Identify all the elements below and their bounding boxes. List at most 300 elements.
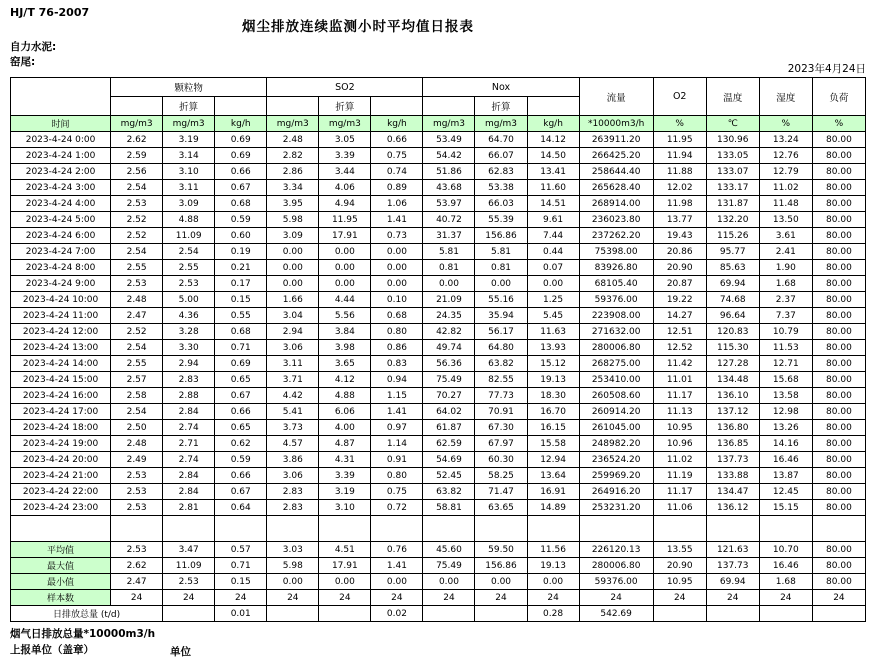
value-cell: 69.94 [706, 276, 759, 292]
value-cell: 24 [759, 590, 812, 606]
value-cell: 264916.20 [579, 484, 653, 500]
value-cell: 2.59 [111, 148, 163, 164]
value-cell: 68105.40 [579, 276, 653, 292]
value-cell: 0.86 [371, 340, 423, 356]
value-cell: 24 [475, 590, 527, 606]
value-cell: 0.73 [371, 228, 423, 244]
value-cell: 2.48 [111, 436, 163, 452]
value-cell: 17.91 [319, 558, 371, 574]
table-row [11, 180, 866, 196]
value-cell: 11.19 [653, 468, 706, 484]
value-cell: 2.50 [111, 420, 163, 436]
time-cell: 2023-4-24 10:00 [11, 292, 111, 308]
value-cell: 0.00 [527, 276, 579, 292]
blank-cell [371, 97, 423, 116]
value-cell: 260508.60 [579, 388, 653, 404]
table-row [11, 452, 866, 468]
value-cell: 11.63 [527, 324, 579, 340]
value-cell: 3.39 [319, 468, 371, 484]
value-cell: 2.84 [163, 484, 215, 500]
value-cell: 11.02 [653, 452, 706, 468]
value-cell: 136.12 [706, 500, 759, 516]
value-cell: 11.42 [653, 356, 706, 372]
value-cell: 69.94 [706, 574, 759, 590]
value-cell: 0.15 [215, 574, 267, 590]
summary-row [11, 590, 866, 606]
value-cell: 12.52 [653, 340, 706, 356]
value-cell: 226120.13 [579, 542, 653, 558]
value-cell: 13.58 [759, 388, 812, 404]
value-cell: 0.71 [215, 558, 267, 574]
value-cell: 4.94 [319, 196, 371, 212]
value-cell: 63.82 [475, 356, 527, 372]
table-row [11, 404, 866, 420]
unit-cell: % [812, 116, 865, 132]
time-cell: 2023-4-24 15:00 [11, 372, 111, 388]
value-cell [267, 606, 319, 622]
value-cell: 5.98 [267, 212, 319, 228]
blank-cell [423, 516, 475, 542]
reporting-unit-label: 上报单位（盖章） [10, 644, 94, 656]
value-cell: 16.70 [527, 404, 579, 420]
summary-row [11, 542, 866, 558]
value-cell: 3.34 [267, 180, 319, 196]
col-header-load: 负荷 [812, 78, 865, 116]
value-cell: 1.41 [371, 212, 423, 228]
value-cell: 2.53 [111, 542, 163, 558]
value-cell: 280006.80 [579, 340, 653, 356]
value-cell: 24 [111, 590, 163, 606]
table-row [11, 276, 866, 292]
value-cell: 0.65 [215, 372, 267, 388]
time-cell: 2023-4-24 19:00 [11, 436, 111, 452]
value-cell: 11.88 [653, 164, 706, 180]
value-cell: 4.88 [319, 388, 371, 404]
value-cell: 40.72 [423, 212, 475, 228]
summary-label: 最大值 [11, 558, 111, 574]
table-row [11, 340, 866, 356]
value-cell: 2.84 [163, 468, 215, 484]
value-cell: 51.86 [423, 164, 475, 180]
value-cell: 260914.20 [579, 404, 653, 420]
value-cell: 0.75 [371, 148, 423, 164]
value-cell: 24 [527, 590, 579, 606]
value-cell: 3.06 [267, 468, 319, 484]
col-header-temperature: 温度 [706, 78, 759, 116]
value-cell: 0.28 [527, 606, 579, 622]
value-cell: 0.75 [371, 484, 423, 500]
value-cell: 156.86 [475, 228, 527, 244]
value-cell: 0.80 [371, 324, 423, 340]
blank-cell [215, 97, 267, 116]
value-cell: 13.93 [527, 340, 579, 356]
value-cell: 80.00 [812, 132, 865, 148]
value-cell: 11.06 [653, 500, 706, 516]
value-cell: 0.71 [215, 340, 267, 356]
value-cell: 2.86 [267, 164, 319, 180]
value-cell: 12.71 [759, 356, 812, 372]
value-cell: 80.00 [812, 500, 865, 516]
value-cell: 2.62 [111, 558, 163, 574]
standard-code: HJ/T 76-2007 [10, 6, 90, 19]
converted-header: 折算 [163, 97, 215, 116]
blank-cell [267, 516, 319, 542]
value-cell: 24 [215, 590, 267, 606]
value-cell [653, 606, 706, 622]
value-cell: 4.00 [319, 420, 371, 436]
value-cell: 11.01 [653, 372, 706, 388]
value-cell: 66.07 [475, 148, 527, 164]
value-cell: 71.47 [475, 484, 527, 500]
unit-cell: mg/m3 [111, 116, 163, 132]
value-cell: 1.68 [759, 276, 812, 292]
value-cell: 14.12 [527, 132, 579, 148]
value-cell: 24 [319, 590, 371, 606]
value-cell: 3.06 [267, 340, 319, 356]
time-cell: 2023-4-24 22:00 [11, 484, 111, 500]
value-cell: 67.97 [475, 436, 527, 452]
table-row [11, 484, 866, 500]
value-cell: 248982.20 [579, 436, 653, 452]
value-cell: 2.56 [111, 164, 163, 180]
time-cell: 2023-4-24 17:00 [11, 404, 111, 420]
value-cell: 0.69 [215, 356, 267, 372]
value-cell: 2.47 [111, 574, 163, 590]
unit-cell: mg/m3 [423, 116, 475, 132]
value-cell: 1.66 [267, 292, 319, 308]
unit-cell: mg/m3 [319, 116, 371, 132]
value-cell: 280006.80 [579, 558, 653, 574]
value-cell: 0.00 [423, 574, 475, 590]
value-cell: 70.27 [423, 388, 475, 404]
value-cell: 11.48 [759, 196, 812, 212]
value-cell: 271632.00 [579, 324, 653, 340]
value-cell: 59.50 [475, 542, 527, 558]
value-cell: 24 [812, 590, 865, 606]
value-cell: 14.16 [759, 436, 812, 452]
table-row [11, 228, 866, 244]
value-cell [759, 606, 812, 622]
value-cell: 11.13 [653, 404, 706, 420]
value-cell: 19.13 [527, 558, 579, 574]
value-cell: 80.00 [812, 276, 865, 292]
value-cell: 2.37 [759, 292, 812, 308]
value-cell: 2.74 [163, 420, 215, 436]
value-cell: 10.79 [759, 324, 812, 340]
value-cell: 15.58 [527, 436, 579, 452]
value-cell: 11.02 [759, 180, 812, 196]
value-cell: 11.94 [653, 148, 706, 164]
blank-cell [371, 516, 423, 542]
value-cell: 0.74 [371, 164, 423, 180]
value-cell: 80.00 [812, 356, 865, 372]
value-cell [475, 606, 527, 622]
unit-cell: ℃ [706, 116, 759, 132]
header-row-groups [11, 78, 866, 97]
value-cell: 2.54 [111, 340, 163, 356]
value-cell: 9.61 [527, 212, 579, 228]
value-cell: 0.80 [371, 468, 423, 484]
blank-cell [111, 516, 163, 542]
value-cell: 13.77 [653, 212, 706, 228]
value-cell: 17.91 [319, 228, 371, 244]
table-row [11, 356, 866, 372]
group-header-so2: SO2 [267, 78, 423, 97]
value-cell: 3.10 [319, 500, 371, 516]
time-cell: 2023-4-24 0:00 [11, 132, 111, 148]
header-row-units [11, 116, 866, 132]
value-cell: 13.87 [759, 468, 812, 484]
unit-cell: kg/h [215, 116, 267, 132]
value-cell: 127.28 [706, 356, 759, 372]
value-cell: 259969.20 [579, 468, 653, 484]
time-cell: 2023-4-24 3:00 [11, 180, 111, 196]
time-cell: 2023-4-24 21:00 [11, 468, 111, 484]
value-cell: 223908.00 [579, 308, 653, 324]
value-cell: 2.53 [163, 574, 215, 590]
value-cell: 80.00 [812, 468, 865, 484]
value-cell: 0.15 [215, 292, 267, 308]
value-cell: 133.07 [706, 164, 759, 180]
value-cell: 3.44 [319, 164, 371, 180]
value-cell: 0.57 [215, 542, 267, 558]
value-cell: 4.42 [267, 388, 319, 404]
table-row [11, 164, 866, 180]
blank-cell [319, 516, 371, 542]
value-cell: 80.00 [812, 404, 865, 420]
value-cell: 3.39 [319, 148, 371, 164]
value-cell: 7.44 [527, 228, 579, 244]
value-cell: 137.12 [706, 404, 759, 420]
value-cell: 85.63 [706, 260, 759, 276]
value-cell: 15.12 [527, 356, 579, 372]
value-cell: 0.00 [475, 574, 527, 590]
value-cell: 2.47 [111, 308, 163, 324]
value-cell: 12.51 [653, 324, 706, 340]
value-cell: 0.00 [319, 244, 371, 260]
value-cell: 115.26 [706, 228, 759, 244]
value-cell: 0.00 [267, 244, 319, 260]
table-row [11, 420, 866, 436]
value-cell: 5.41 [267, 404, 319, 420]
blank-cell [163, 516, 215, 542]
time-cell: 2023-4-24 9:00 [11, 276, 111, 292]
value-cell: 0.81 [423, 260, 475, 276]
time-header: 时间 [11, 116, 111, 132]
value-cell: 2.55 [163, 260, 215, 276]
value-cell: 3.19 [163, 132, 215, 148]
value-cell: 0.00 [371, 260, 423, 276]
value-cell: 236524.20 [579, 452, 653, 468]
value-cell: 77.73 [475, 388, 527, 404]
summary-row [11, 558, 866, 574]
value-cell: 5.00 [163, 292, 215, 308]
value-cell: 0.83 [371, 356, 423, 372]
value-cell: 70.91 [475, 404, 527, 420]
value-cell: 75398.00 [579, 244, 653, 260]
value-cell: 80.00 [812, 244, 865, 260]
value-cell: 35.94 [475, 308, 527, 324]
table-row [11, 260, 866, 276]
blank-cell [475, 516, 527, 542]
value-cell: 2.83 [163, 372, 215, 388]
value-cell: 0.59 [215, 452, 267, 468]
time-cell: 2023-4-24 11:00 [11, 308, 111, 324]
group-header-nox: Nox [423, 78, 579, 97]
table-row [11, 196, 866, 212]
value-cell: 2.52 [111, 212, 163, 228]
value-cell: 137.73 [706, 452, 759, 468]
value-cell: 136.85 [706, 436, 759, 452]
table-row [11, 324, 866, 340]
value-cell: 19.22 [653, 292, 706, 308]
value-cell: 80.00 [812, 542, 865, 558]
value-cell: 80.00 [812, 420, 865, 436]
value-cell: 80.00 [812, 388, 865, 404]
value-cell: 3.61 [759, 228, 812, 244]
value-cell: 11.60 [527, 180, 579, 196]
value-cell: 0.17 [215, 276, 267, 292]
value-cell: 11.17 [653, 484, 706, 500]
blank-cell [706, 516, 759, 542]
value-cell: 0.00 [371, 574, 423, 590]
value-cell: 10.95 [653, 574, 706, 590]
value-cell: 4.12 [319, 372, 371, 388]
value-cell: 82.55 [475, 372, 527, 388]
value-cell: 0.00 [475, 276, 527, 292]
unit-cell: % [653, 116, 706, 132]
value-cell: 268914.00 [579, 196, 653, 212]
value-cell: 2.71 [163, 436, 215, 452]
flue-gas-total-note: 烟气日排放总量*10000m3/h [10, 628, 156, 640]
value-cell: 4.88 [163, 212, 215, 228]
value-cell [423, 606, 475, 622]
value-cell: 12.45 [759, 484, 812, 500]
value-cell: 1.25 [527, 292, 579, 308]
value-cell: 0.00 [371, 244, 423, 260]
value-cell: 80.00 [812, 228, 865, 244]
value-cell: 13.41 [527, 164, 579, 180]
value-cell: 2.62 [111, 132, 163, 148]
value-cell: 16.46 [759, 558, 812, 574]
value-cell: 80.00 [812, 148, 865, 164]
time-cell: 2023-4-24 6:00 [11, 228, 111, 244]
value-cell: 2.53 [111, 484, 163, 500]
value-cell: 0.67 [215, 180, 267, 196]
value-cell: 5.81 [423, 244, 475, 260]
value-cell: 59376.00 [579, 574, 653, 590]
value-cell: 0.00 [319, 276, 371, 292]
value-cell: 132.20 [706, 212, 759, 228]
value-cell: 11.56 [527, 542, 579, 558]
value-cell: 12.98 [759, 404, 812, 420]
value-cell: 19.43 [653, 228, 706, 244]
value-cell: 3.30 [163, 340, 215, 356]
value-cell: 3.71 [267, 372, 319, 388]
value-cell: 24 [267, 590, 319, 606]
unit-cell: kg/h [527, 116, 579, 132]
value-cell: 134.47 [706, 484, 759, 500]
value-cell: 0.00 [267, 276, 319, 292]
value-cell: 258644.40 [579, 164, 653, 180]
value-cell: 80.00 [812, 324, 865, 340]
time-cell: 2023-4-24 20:00 [11, 452, 111, 468]
value-cell: 2.55 [111, 356, 163, 372]
blank-cell [812, 516, 865, 542]
value-cell: 133.88 [706, 468, 759, 484]
value-cell: 0.81 [475, 260, 527, 276]
value-cell: 0.00 [267, 574, 319, 590]
value-cell: 2.53 [111, 500, 163, 516]
value-cell: 10.70 [759, 542, 812, 558]
value-cell: 53.49 [423, 132, 475, 148]
value-cell: 137.73 [706, 558, 759, 574]
value-cell: 2.53 [111, 196, 163, 212]
value-cell: 64.02 [423, 404, 475, 420]
value-cell: 6.06 [319, 404, 371, 420]
value-cell: 3.19 [319, 484, 371, 500]
value-cell: 12.76 [759, 148, 812, 164]
value-cell: 1.41 [371, 404, 423, 420]
value-cell: 13.24 [759, 132, 812, 148]
time-cell: 2023-4-24 5:00 [11, 212, 111, 228]
value-cell: 80.00 [812, 452, 865, 468]
value-cell: 59376.00 [579, 292, 653, 308]
blank-cell [579, 516, 653, 542]
value-cell: 3.11 [163, 180, 215, 196]
value-cell: 2.81 [163, 500, 215, 516]
value-cell: 0.67 [215, 388, 267, 404]
blank-cell [423, 97, 475, 116]
value-cell: 268275.00 [579, 356, 653, 372]
value-cell: 0.65 [215, 420, 267, 436]
blank-cell [267, 97, 319, 116]
value-cell: 11.17 [653, 388, 706, 404]
value-cell: 1.90 [759, 260, 812, 276]
value-cell: 14.50 [527, 148, 579, 164]
value-cell: 11.09 [163, 228, 215, 244]
value-cell: 80.00 [812, 436, 865, 452]
value-cell: 0.66 [371, 132, 423, 148]
value-cell: 2.54 [111, 244, 163, 260]
value-cell: 45.60 [423, 542, 475, 558]
value-cell: 3.98 [319, 340, 371, 356]
value-cell: 74.68 [706, 292, 759, 308]
value-cell: 120.83 [706, 324, 759, 340]
time-cell: 2023-4-24 14:00 [11, 356, 111, 372]
value-cell: 80.00 [812, 558, 865, 574]
blank-row [11, 516, 866, 542]
value-cell: 2.53 [111, 468, 163, 484]
unit-cell: kg/h [371, 116, 423, 132]
value-cell: 2.54 [111, 180, 163, 196]
table-row [11, 500, 866, 516]
value-cell: 2.74 [163, 452, 215, 468]
time-cell: 2023-4-24 8:00 [11, 260, 111, 276]
value-cell: 237262.20 [579, 228, 653, 244]
value-cell: 0.67 [215, 484, 267, 500]
value-cell: 2.83 [267, 500, 319, 516]
value-cell: 133.05 [706, 148, 759, 164]
value-cell: 64.80 [475, 340, 527, 356]
value-cell: 10.95 [653, 420, 706, 436]
value-cell: 56.36 [423, 356, 475, 372]
value-cell: 3.47 [163, 542, 215, 558]
value-cell: 2.82 [267, 148, 319, 164]
value-cell: 54.42 [423, 148, 475, 164]
page-title: 烟尘排放连续监测小时平均值日报表 [242, 19, 474, 35]
value-cell: 3.05 [319, 132, 371, 148]
